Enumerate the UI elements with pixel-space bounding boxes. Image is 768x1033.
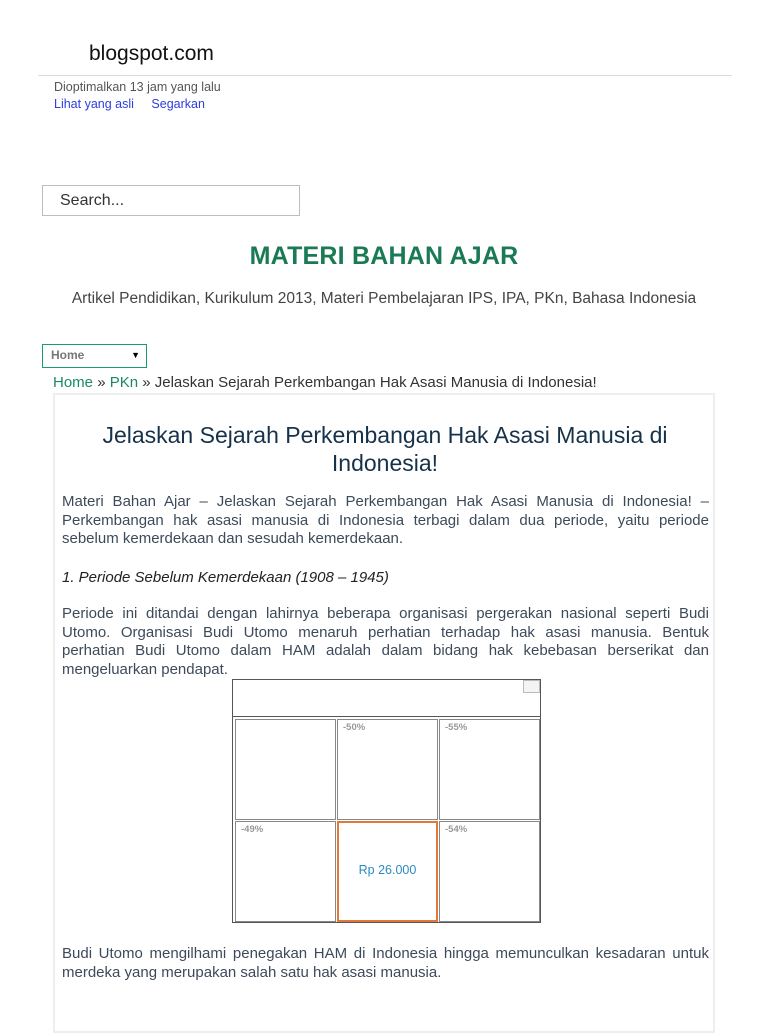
ad-product-cell[interactable]: [439, 719, 540, 820]
site-title[interactable]: MATERI BAHAN AJAR: [249, 242, 519, 270]
view-original-link[interactable]: Lihat yang asli: [54, 97, 134, 111]
discount-badge: -49%: [241, 824, 264, 835]
discount-badge: -55%: [445, 722, 468, 733]
breadcrumb-category-link[interactable]: PKn: [109, 374, 139, 391]
post-intro: Materi Bahan Ajar – Jelaskan Sejarah Perkembangan Hak Asasi Manusia di Indonesia! – Perkembangan hak asasi manusia di Indonesia terbagi dalam dua periode, yaitu periode sebelum kemerdekaan dan sesudah kemerdekaan.: [62, 493, 709, 547]
breadcrumb-separator: »: [97, 374, 106, 391]
post-paragraph: Periode ini ditandai dengan lahirnya beberapa organisasi pergerakan nasional seperti Budi Utomo. Organisasi Budi Utomo menaruh perhatian terhadap hak asasi manusia. Bentuk perhatian Budi Utomo dalam HAM adalah dalam bidang hak kebebasan berserikat dan mengeluarkan pendapat.: [62, 605, 709, 678]
breadcrumb-home-link[interactable]: Home: [53, 374, 94, 391]
ad-product-cell[interactable]: [235, 821, 336, 922]
ad-product-cell-highlighted[interactable]: [337, 821, 438, 922]
discount-badge: -50%: [343, 722, 366, 733]
refresh-link[interactable]: Segarkan: [151, 97, 205, 111]
post-card: [53, 393, 715, 1033]
header-divider: [38, 75, 732, 76]
optimized-note: Dioptimalkan 13 jam yang lalu: [54, 80, 221, 94]
search-input[interactable]: [42, 185, 300, 216]
breadcrumb-separator: »: [142, 374, 151, 391]
caret-down-icon: ▼: [131, 350, 140, 360]
discount-badge: -54%: [445, 824, 468, 835]
ad-product-cell[interactable]: [439, 821, 540, 922]
ad-header: [233, 680, 540, 717]
site-host: blogspot.com: [89, 42, 214, 65]
section-heading: 1. Periode Sebelum Kemerdekaan (1908 – 1945): [62, 569, 389, 586]
post-title: Jelaskan Sejarah Perkembangan Hak Asasi Manusia di Indonesia!: [102, 422, 668, 476]
ad-product-cell[interactable]: [337, 719, 438, 820]
product-price: Rp 26.000: [358, 863, 417, 877]
product-ad-block: [232, 679, 541, 923]
nav-dropdown[interactable]: [42, 344, 147, 368]
post-paragraph: Budi Utomo mengilhami penegakan HAM di Indonesia hingga memunculkan kesadaran untuk merdeka yang merupakan salah satu hak asasi manusia.: [62, 945, 709, 981]
nav-selected-label: Home: [51, 348, 85, 362]
ad-product-cell[interactable]: [235, 719, 336, 820]
broken-image-icon: [523, 680, 540, 693]
breadcrumb-current: Jelaskan Sejarah Perkembangan Hak Asasi Manusia di Indonesia!: [154, 374, 597, 391]
site-description: Artikel Pendidikan, Kurikulum 2013, Materi Pembelajaran IPS, IPA, PKn, Bahasa Indonesia: [71, 290, 697, 307]
page-links: [54, 97, 219, 111]
breadcrumb: [53, 374, 597, 391]
